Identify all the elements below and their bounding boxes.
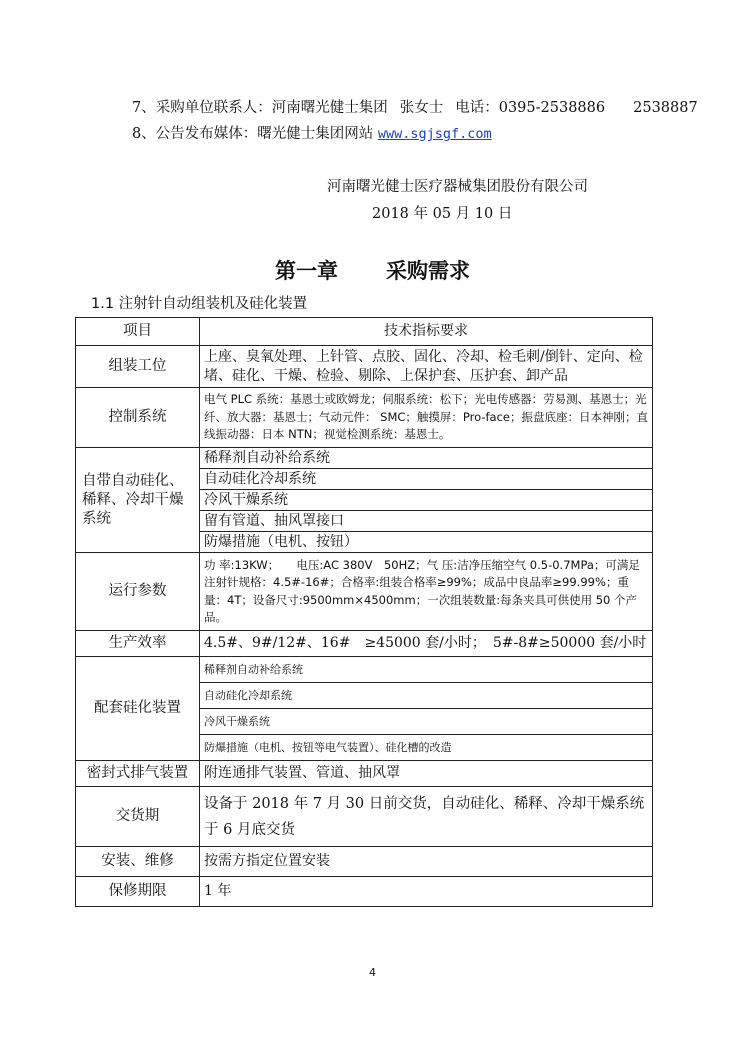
- website-link[interactable]: www.sgjsgf.com: [377, 126, 492, 142]
- table-header-row: [76, 318, 653, 346]
- table-row: [76, 448, 653, 469]
- contact-phone: 电话：0395-2538886: [455, 100, 606, 116]
- contact-person: 张女士: [399, 100, 444, 116]
- list-item: 稀释剂自动补给系统: [200, 448, 653, 469]
- list-item: 稀释剂自动补给系统: [200, 657, 653, 683]
- row-value: 1 年: [200, 877, 653, 907]
- row-label: 配套硅化装置: [76, 657, 200, 761]
- list-item: 防爆措施（电机、按钮）: [200, 532, 653, 553]
- row-label: 自带自动硅化、稀释、冷却干燥系统: [76, 448, 200, 553]
- row-value: 上座、臭氧处理、上针管、点胶、固化、冷却、检毛刺/倒针、定向、检堵、硅化、干燥、检验、剔除、上保护套、压护套、卸产品: [200, 346, 653, 388]
- row-value: 4.5#、9#/12#、16# ≥45000 套/小时； 5#-8#≥50000 套/小时: [200, 631, 653, 657]
- row-value: 附连通排气装置、管道、抽风罩: [200, 761, 653, 787]
- contact-phone-2: 2538887: [633, 100, 698, 116]
- list-item: 自动硅化冷却系统: [200, 683, 653, 709]
- row-value: 电气 PLC 系统：基恩士或欧姆龙；伺服系统：松下；光电传感器：劳易测、基恩士；光纤、放大器：基恩士；气动元件： SMC；触摸屏：Pro-face；振盘底座：日本神刚；直线振动器：日本 NTN；视觉检测系统：基恩士。: [200, 388, 653, 448]
- row-value: 功 率:13KW； 电压:AC 380V 50HZ；气 压:洁净压缩空气 0.5-0.7MPa；可满足注射针规格：4.5#-16#；合格率:组装合格率≥99%；成品中良品率≥99.99%；重 量：4T；设备尺寸:9500mm×4500mm；一次组装数量:每条夹具可供使用 50 个产品。: [200, 553, 653, 631]
- header-item: 项目: [76, 318, 200, 346]
- table-row: [76, 553, 653, 631]
- table-row: [76, 877, 653, 907]
- table-row: [76, 787, 653, 847]
- list-item: 自动硅化冷却系统: [200, 469, 653, 490]
- chapter-number: 第一章: [275, 259, 338, 283]
- chapter-name: 采购需求: [386, 259, 470, 283]
- row-label: 控制系统: [76, 388, 200, 448]
- row-label: 运行参数: [76, 553, 200, 631]
- row-label: 组装工位: [76, 346, 200, 388]
- company-name: 河南曙光健士医疗器械集团股份有限公司: [327, 179, 588, 195]
- row-label: 交货期: [76, 787, 200, 847]
- row-label: 生产效率: [76, 631, 200, 657]
- table-row: [76, 847, 653, 877]
- contact-label: 7、采购单位联系人：河南曙光健士集团: [132, 100, 388, 116]
- section-title: 1.1 注射针自动组装机及硅化装置: [91, 296, 308, 312]
- list-item: 冷风干燥系统: [200, 709, 653, 735]
- spec-table: [75, 317, 653, 907]
- table-row: [76, 346, 653, 388]
- table-row: [76, 657, 653, 683]
- page-number: 4: [369, 966, 376, 979]
- media-label: 8、公告发布媒体：曙光健士集团网站: [132, 126, 374, 142]
- row-label: 保修期限: [76, 877, 200, 907]
- table-row: [76, 388, 653, 448]
- list-item: 留有管道、抽风罩接口: [200, 511, 653, 532]
- row-label: 安装、维修: [76, 847, 200, 877]
- header-requirements: 技术指标要求: [200, 318, 653, 346]
- contact-line: [132, 96, 698, 117]
- chapter-title: [0, 255, 745, 285]
- row-value: 按需方指定位置安装: [200, 847, 653, 877]
- table-row: [76, 631, 653, 657]
- row-value: 设备于 2018 年 7 月 30 日前交货，自动硅化、稀释、冷却干燥系统于 6 月底交货: [200, 787, 653, 847]
- media-line: [132, 122, 492, 143]
- list-item: 冷风干燥系统: [200, 490, 653, 511]
- list-item: 防爆措施（电机、按钮等电气装置）、硅化槽的改造: [200, 735, 653, 761]
- table-row: [76, 761, 653, 787]
- announcement-date: 2018 年 05 月 10 日: [372, 206, 513, 222]
- row-label: 密封式排气装置: [76, 761, 200, 787]
